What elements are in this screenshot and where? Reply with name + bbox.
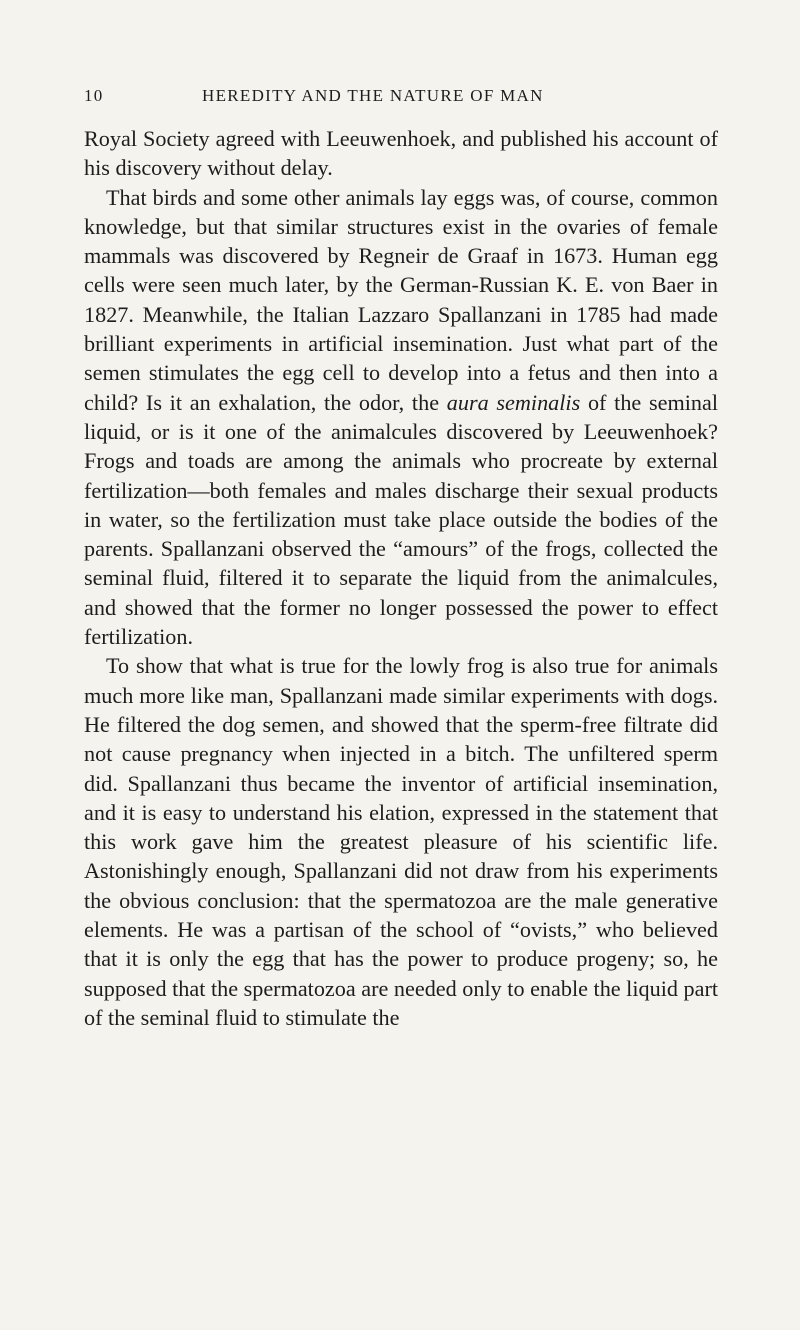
paragraph-spallanzani-dogs: To show that what is true for the lowly frog is also true for animals much more like man, Spallanzani made similar experiments with dogs. He filtered the dog semen, and showed that the sperm-free filtrate did not cause pregnancy when injected in a bitch. The unfiltered sperm did. Spallanzani thus became the inventor of artificial insemination, and it is easy to understand his elation, expressed in the statement that this work gave him the greatest pleasure of his scientific life. Astonishingly enough, Spallanzani did not draw from his experiments the obvious conclusion: that the spermatozoa are the male generative elements. He was a partisan of the school of “ovists,” who believed that it is only the egg that has the power to produce progeny; so, he supposed that the spermatozoa are needed only to enable the liquid part of the seminal fluid to stimulate the (84, 653, 718, 1030)
book-page (84, 86, 718, 1032)
page-number: 10 (84, 86, 104, 105)
running-title: HEREDITY AND THE NATURE OF MAN (202, 86, 544, 105)
running-header (84, 86, 718, 114)
paragraph-continued: Royal Society agreed with Leeuwenhoek, and published his account of his discovery without delay. (84, 126, 718, 181)
body-text (84, 124, 718, 1032)
paragraph-text-before-emphasis: That birds and some other animals lay eggs was, of course, common knowledge, but that similar structures exist in the ovaries of female mammals was discovered by Regneir de Graaf in 1673. Human egg cells were seen much later, by the German-Russian K. E. von Baer in 1827. Meanwhile, the Italian Lazzaro Spallanzani in 1785 had made brilliant experiments in artificial insemination. Just what part of the semen stimulates the egg cell to develop into a fetus and then into a child? Is it an exhalation, the odor, the (84, 184, 718, 415)
paragraph-spallanzani-frogs (84, 183, 718, 652)
paragraph-text-after-emphasis: of the seminal liquid, or is it one of the animalcules discovered by Leeuwenhoek? Frogs and toads are among the animals who procreate by external fertilization—both females and males discharge their sexual products in water, so the fertilization must take place outside the bodies of the parents. Spallanzani observed the “amours” of the frogs, collected the seminal fluid, filtered it to separate the liquid from the animalcules, and showed that the former no longer possessed the power to effect fertilization. (84, 389, 718, 650)
latin-term: aura seminalis (446, 389, 581, 415)
